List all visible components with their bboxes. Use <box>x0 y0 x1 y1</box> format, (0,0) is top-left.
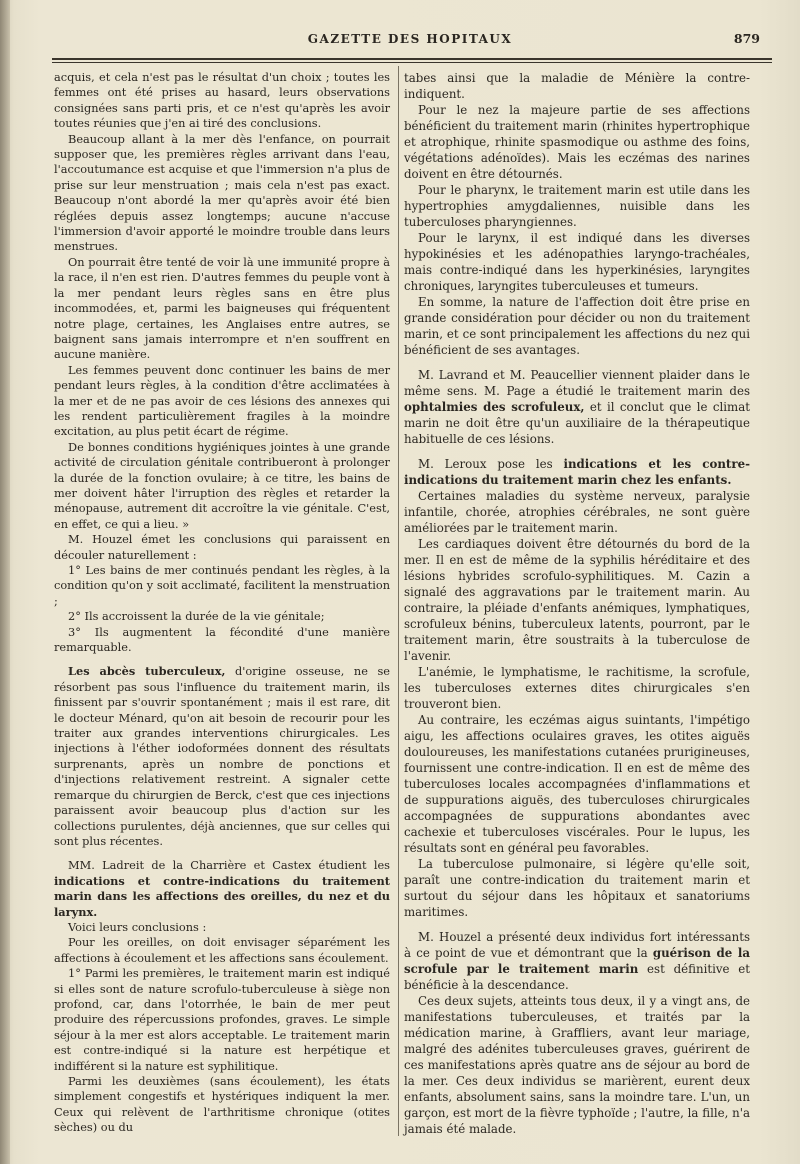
paragraph: On pourrait être tenté de voir là une immunité propre à la race, il n'en est rien. D'autres femmes du peuple vont à la mer pendant leurs règles sans en être plus incommodées, et, parmi les baigneuses qui fréquentent notre plage, certaines, les Anglaises entre autres, se baignent sans jamais interrompre et n'en souffrent en aucune manière. <box>54 254 390 362</box>
paragraph: 2° Ils accroissent la durée de la vie génitale; <box>68 609 325 624</box>
paragraph: Voici leurs conclusions : <box>68 919 207 934</box>
paragraph: tabes ainsi que la maladie de Ménière la contre-indiquent. <box>404 71 750 101</box>
paragraph: La tuberculose pulmonaire, si légère qu'elle soit, paraît une contre-indication du traitement marin et surtout du séjour dans les hôpitaux et sanatoriums maritimes. <box>404 857 750 919</box>
bold-topic: ophtalmies des scrofuleux, <box>404 400 585 414</box>
bold-topic: guérison de la scrofule par le traitement marin <box>404 946 750 976</box>
paragraph-text: d'origine osseuse, ne se résorbent pas sous l'influence du traitement marin, ils finissent par s'ouvrir spontanément ; mais il est rare, dit le docteur Ménard, qu'on ait besoin de recourir pour les traiter aux grandes interventions chirurgicales. Les injections à l'éther iodoformées donnent des résultats surprenants, après un nombre de ponctions et d'injections relativement restreint. A signaler cette remarque du chirurgien de Berck, c'est que ces injections paraissent avoir beaucoup plus d'action sur les collections purulentes, déjà anciennes, que sur celles qui sont plus récentes. <box>54 664 390 848</box>
paragraph-text: M. Lavrand et M. Peaucellier viennent plaider dans le même sens. M. Page a étudié le traitement marin des <box>404 368 750 398</box>
paragraph-text: est définitive et bénéficie à la descendance. <box>404 962 750 992</box>
paragraph: Pour les oreilles, on doit envisager séparément les affections à écoulement et les affections sans écoulement. <box>54 935 390 965</box>
paragraph: Ces deux sujets, atteints tous deux, il y a vingt ans, de manifestations tuberculeuses, et traités par la médication marine, à Graffliers, avant leur mariage, malgré des adénites tuberculeuses graves, guérirent de ces manifestations après quatre ans de séjour au bord de la mer. Ces deux individus se marièrent, eurent deux enfants, absolument sains, sans la moindre tare. L'un, un garçon, est mort de la fièvre typhoïde ; l'autre, la fille, n'a jamais été malade. <box>404 994 750 1136</box>
paragraph-text: M. Leroux pose les <box>418 457 564 471</box>
paragraph: Pour le pharynx, le traitement marin est utile dans les hypertrophies amygdaliennes, nuisible dans les tuberculoses pharyngiennes. <box>404 183 750 229</box>
paragraph: M. Houzel émet les conclusions qui paraissent en découler naturellement : <box>54 532 390 562</box>
paragraph-abces <box>54 664 390 849</box>
paragraph: Les femmes peuvent donc continuer les bains de mer pendant leurs règles, à la condition d'être acclimatées à la mer et de ne pas avoir de ces lésions des annexes qui les rendent particulièrement fragiles à la moindre excitation, au plus petit écart de régime. <box>54 362 390 439</box>
bold-topic: Les abcès tuberculeux, <box>68 664 226 679</box>
paragraph: Pour le larynx, il est indiqué dans les diverses hypokinésies et les adénopathies laryngo-trachéales, mais contre-indiqué dans les hyperkinésies, laryngites chroniques, laryngites tuberculeuses et tumeurs. <box>404 231 750 293</box>
paragraph: En somme, la nature de l'affection doit être prise en grande considération pour décider ou non du traitement marin, et ce sont principalement les affections du nez qui bénéficient de ses avantages. <box>404 295 750 357</box>
right-column <box>404 70 750 1137</box>
journal-title: GAZETTE DES HOPITAUX <box>307 32 513 46</box>
paragraph-scrofule <box>404 929 750 993</box>
header-rule-thin <box>52 62 772 63</box>
bold-topic: indications et contre-indications du traitement marin dans les affections des oreilles, du nez et du larynx. <box>54 873 390 919</box>
paragraph-ophtalmies <box>404 367 750 447</box>
paragraph-text: et il conclut que le climat marin ne doit être qu'un auxiliaire de la thérapeutique habituelle de ces lésions. <box>404 400 750 446</box>
left-column <box>54 70 390 1136</box>
page-header <box>60 30 760 52</box>
paragraph: Au contraire, les eczémas aigus suintants, l'impétigo aigu, les affections oculaires graves, les otites aiguës douloureuses, les manifestations cutanées prurigineuses, fournissent une contre-indication. Il en est de même des tuberculoses locales accompagnées d'inflammations et de suppurations aiguës, des tuberculoses chirurgicales accompagnées de suppurations abondantes avec cachexie et tuberculoses viscérales. Pour le lupus, les résultats sont en général peu favorables. <box>404 713 750 855</box>
paragraph: Parmi les deuxièmes (sans écoulement), les états simplement congestifs et hystériques indiquent la mer. Ceux qui relèvent de l'arthritisme chronique (otites sèches) ou du <box>54 1074 390 1135</box>
paragraph-text: MM. Ladreit de la Charrière et Castex étudient les <box>68 858 390 873</box>
paragraph: 3° Ils augmentent la fécondité d'une manière remarquable. <box>54 624 390 655</box>
paragraph-orl <box>54 858 390 920</box>
bold-topic: indications et les contre-indications du traitement marin chez les enfants. <box>404 457 750 487</box>
paragraph-text: M. Houzel a présenté deux individus fort intéressants à ce point de vue et démontrant que la <box>404 930 750 960</box>
paragraph: 1° Les bains de mer continués pendant les règles, à la condition qu'on y soit acclimaté, facilitent la menstruation ; <box>54 563 390 608</box>
paragraph: Beaucoup allant à la mer dès l'enfance, on pourrait supposer que, les premières règles arrivant dans l'eau, l'accoutumance est acquise et que l'immersion n'a plus de prise sur leur menstruation ; mais cela n'est pas exact. Beaucoup n'ont abordé la mer qu'après avoir été bien réglées depuis assez longtemps; aucune n'accuse l'immersion d'avoir apporté le moindre trouble dans leurs menstrues. <box>54 131 390 254</box>
paragraph-enfants <box>404 456 750 488</box>
page-binding-edge <box>0 0 10 1164</box>
column-divider <box>398 66 399 1136</box>
paragraph: De bonnes conditions hygiéniques jointes à une grande activité de circulation génitale contribueront à prolonger la durée de la fonction ovulaire; à ce titre, les bains de mer doivent hâter l'irruption des règles et retarder la ménopause, autrement dit accroître la vie génitale. C'est, en effet, ce qui a lieu. » <box>54 439 390 531</box>
paragraph: Pour le nez la majeure partie de ses affections bénéficient du traitement marin (rhinites hypertrophique et atrophique, rhinite spasmodique ou asthme des foins, végétations adénoïdes). Mais les eczémas des narines doivent en être détournés. <box>404 103 750 181</box>
paragraph: Les cardiaques doivent être détournés du bord de la mer. Il en est de même de la syphilis héréditaire et des lésions hybrides scrofulo-syphilitiques. M. Cazin a signalé des aggravations par le traitement marin. Au contraire, la pléiade d'enfants anémiques, lymphatiques, scrofuleux bénins, tuberculeux latents, pourront, par le traitement marin, être soustraits à la tuberculose de l'avenir. <box>404 537 750 663</box>
paragraph: Certaines maladies du système nerveux, paralysie infantile, chorée, atrophies cérébrales, ne sont guère améliorées par le traitement marin. <box>404 489 750 535</box>
paragraph: acquis, et cela n'est pas le résultat d'un choix ; toutes les femmes ont été prises au hasard, leurs observations consignées sans parti pris, et ce n'est qu'après les avoir toutes réunies que j'en ai tiré des conclusions. <box>54 70 390 131</box>
page-number: 879 <box>733 31 760 46</box>
paragraph: L'anémie, le lymphatisme, le rachitisme, la scrofule, les tuberculoses externes dites chirurgicales s'en trouveront bien. <box>404 665 750 711</box>
header-rule-thick <box>52 58 772 60</box>
paragraph: 1° Parmi les premières, le traitement marin est indiqué si elles sont de nature scrofulo-tuberculeuse à siège non profond, car, dans l'otorrhée, le bain de mer peut produire des répercussions profondes, graves. Le simple séjour à la mer est alors acceptable. Le traitement marin est contre-indiqué si la nature est herpétique et indifférent si la nature est syphilitique. <box>54 966 390 1073</box>
